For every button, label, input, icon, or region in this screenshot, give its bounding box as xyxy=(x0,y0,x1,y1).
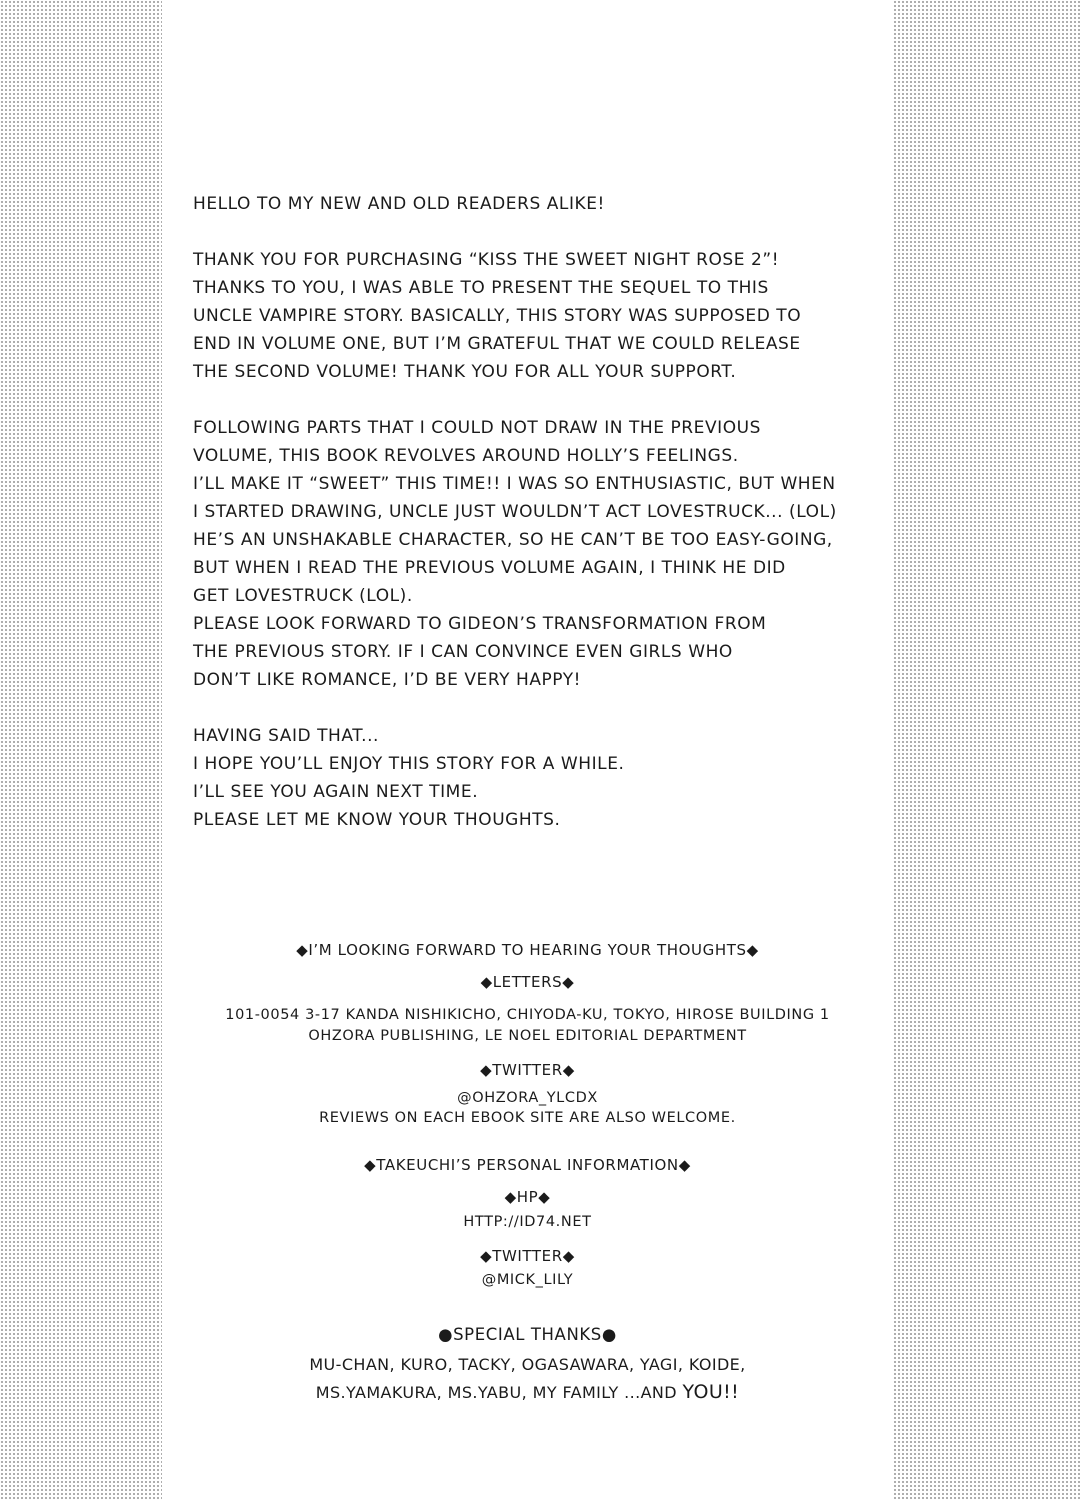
letter-line: UNCLE VAMPIRE STORY. BASICALLY, THIS STORY WAS SUPPOSED TO xyxy=(193,306,802,326)
letter-line: FOLLOWING PARTS THAT I COULD NOT DRAW IN THE PREVIOUS xyxy=(193,418,761,438)
letter-line: DON’T LIKE ROMANCE, I’D BE VERY HAPPY! xyxy=(193,670,582,690)
screentone-margin-left xyxy=(0,0,162,1501)
letter-line: THANK YOU FOR PURCHASING “KISS THE SWEET NIGHT ROSE 2”! xyxy=(193,250,780,270)
letter-line: THE SECOND VOLUME! THANK YOU FOR ALL YOUR SUPPORT. xyxy=(193,362,737,382)
letters-heading: ◆LETTERS◆ xyxy=(480,973,575,991)
homepage-heading: ◆HP◆ xyxy=(504,1188,551,1206)
screentone-margin-right xyxy=(893,0,1080,1501)
letter-line: THE PREVIOUS STORY. IF I CAN CONVINCE EVEN GIRLS WHO xyxy=(193,642,733,662)
letter-line: PLEASE LOOK FORWARD TO GIDEON’S TRANSFORMATION FROM xyxy=(193,614,767,634)
homepage-url: HTTP://ID74.NET xyxy=(463,1214,592,1230)
publisher-twitter-heading: ◆TWITTER◆ xyxy=(480,1061,575,1079)
letter-line: PLEASE LET ME KNOW YOUR THOUGHTS. xyxy=(193,810,561,830)
letter-line: VOLUME, THIS BOOK REVOLVES AROUND HOLLY’S FEELINGS. xyxy=(193,446,739,466)
letter-line: I HOPE YOU’LL ENJOY THIS STORY FOR A WHILE. xyxy=(193,754,625,774)
special-thanks-you: YOU!! xyxy=(682,1381,740,1403)
contact-information xyxy=(162,0,893,1501)
publisher-twitter-handle: @OHZORA_YLCDX xyxy=(457,1090,598,1106)
letter-line: I STARTED DRAWING, UNCLE JUST WOULDN’T ACT LOVESTRUCK... (LOL) xyxy=(193,502,837,522)
letter-line: BUT WHEN I READ THE PREVIOUS VOLUME AGAIN, I THINK HE DID xyxy=(193,558,786,578)
letter-line: HAVING SAID THAT... xyxy=(193,726,380,746)
mailing-address-line-1: 101-0054 3-17 KANDA NISHIKICHO, CHIYODA-KU, TOKYO, HIROSE BUILDING 1 xyxy=(225,1007,830,1023)
personal-info-heading: ◆TAKEUCHI’S PERSONAL INFORMATION◆ xyxy=(364,1156,691,1174)
reviews-note: REVIEWS ON EACH EBOOK SITE ARE ALSO WELCOME. xyxy=(319,1110,736,1126)
letter-line: I’LL MAKE IT “SWEET” THIS TIME!! I WAS SO ENTHUSIASTIC, BUT WHEN xyxy=(193,474,836,494)
special-thanks-names: MS.YAMAKURA, MS.YABU, MY FAMILY ...AND xyxy=(315,1383,683,1402)
special-thanks-line-1: MU-CHAN, KURO, TACKY, OGASAWARA, YAGI, KOIDE, xyxy=(309,1355,746,1374)
mailing-address-line-2: OHZORA PUBLISHING, LE NOEL EDITORIAL DEPARTMENT xyxy=(308,1028,747,1044)
letter-line: I’LL SEE YOU AGAIN NEXT TIME. xyxy=(193,782,479,802)
personal-twitter-heading: ◆TWITTER◆ xyxy=(480,1247,575,1265)
letter-line: HELLO TO MY NEW AND OLD READERS ALIKE! xyxy=(193,194,605,214)
letter-line: GET LOVESTRUCK (LOL). xyxy=(193,586,413,606)
letter-line: HE’S AN UNSHAKABLE CHARACTER, SO HE CAN’T BE TOO EASY-GOING, xyxy=(193,530,833,550)
letter-line: THANKS TO YOU, I WAS ABLE TO PRESENT THE SEQUEL TO THIS xyxy=(193,278,769,298)
personal-twitter-handle: @MICK_LILY xyxy=(481,1272,574,1288)
special-thanks-line-2 xyxy=(162,1382,893,1403)
letter-line: END IN VOLUME ONE, BUT I’M GRATEFUL THAT WE COULD RELEASE xyxy=(193,334,801,354)
special-thanks-heading: ●SPECIAL THANKS● xyxy=(438,1325,617,1344)
looking-forward-heading: ◆I’M LOOKING FORWARD TO HEARING YOUR THOUGHTS◆ xyxy=(296,941,759,959)
